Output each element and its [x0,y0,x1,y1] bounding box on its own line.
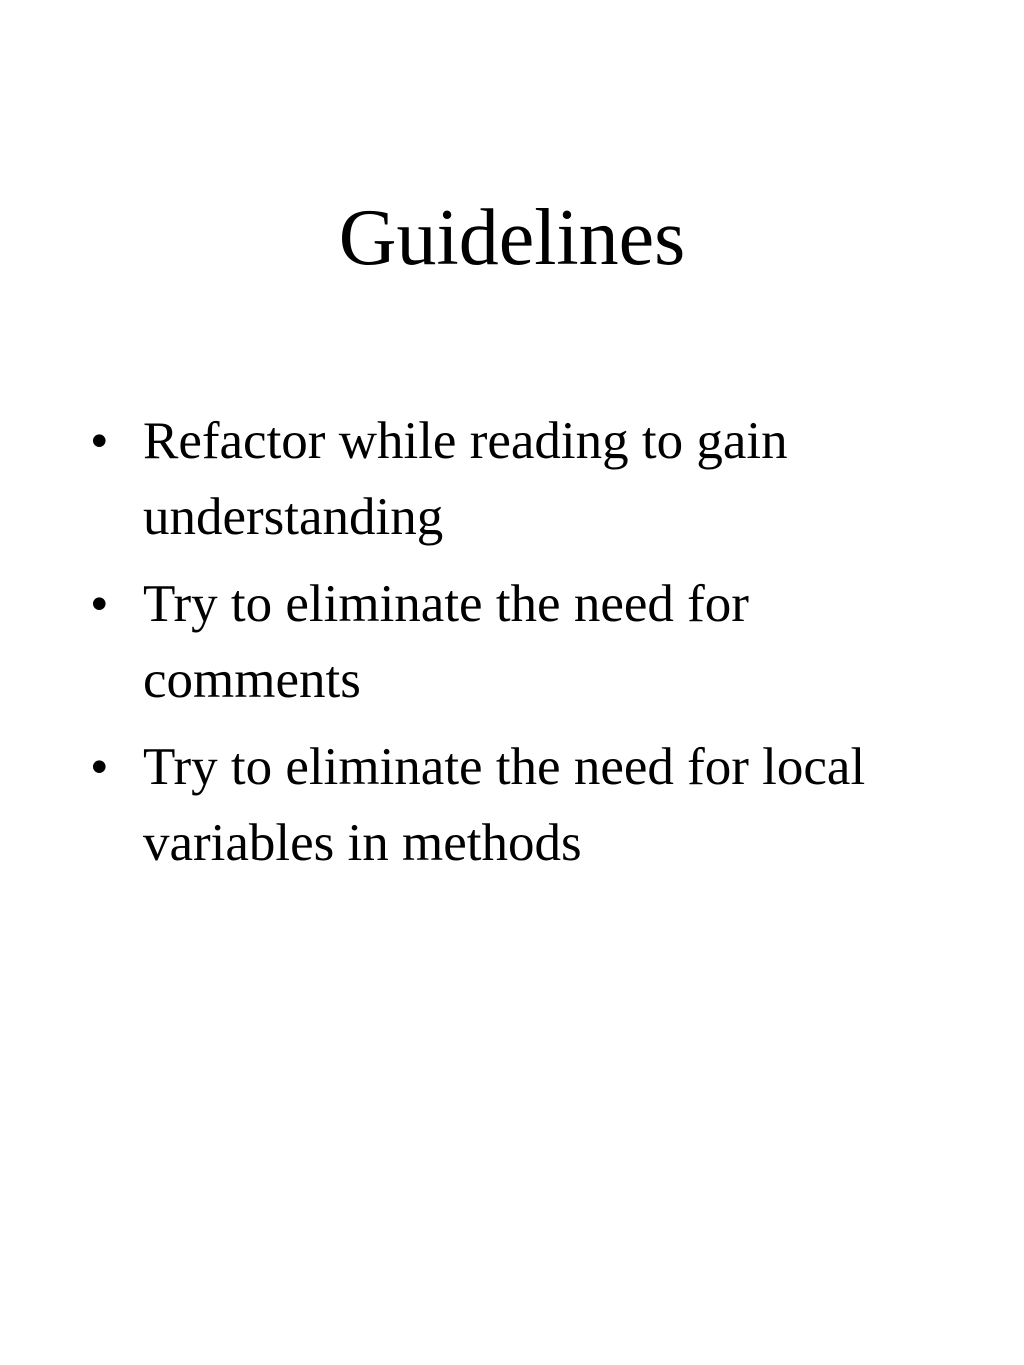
slide-title: Guidelines [338,194,686,282]
bullet-text: Refactor while reading to gain understanding [143,412,788,546]
bullet-text: Try to eliminate the need for local variables in methods [143,738,866,872]
bullet-text: Try to eliminate the need for comments [143,575,749,709]
bullet-list [90,403,950,892]
bullet-item [90,729,950,881]
bullet-icon: • [90,412,109,470]
bullet-item [90,566,950,718]
bullet-item [90,403,950,555]
bullet-icon: • [90,575,109,633]
bullet-icon: • [90,738,109,796]
